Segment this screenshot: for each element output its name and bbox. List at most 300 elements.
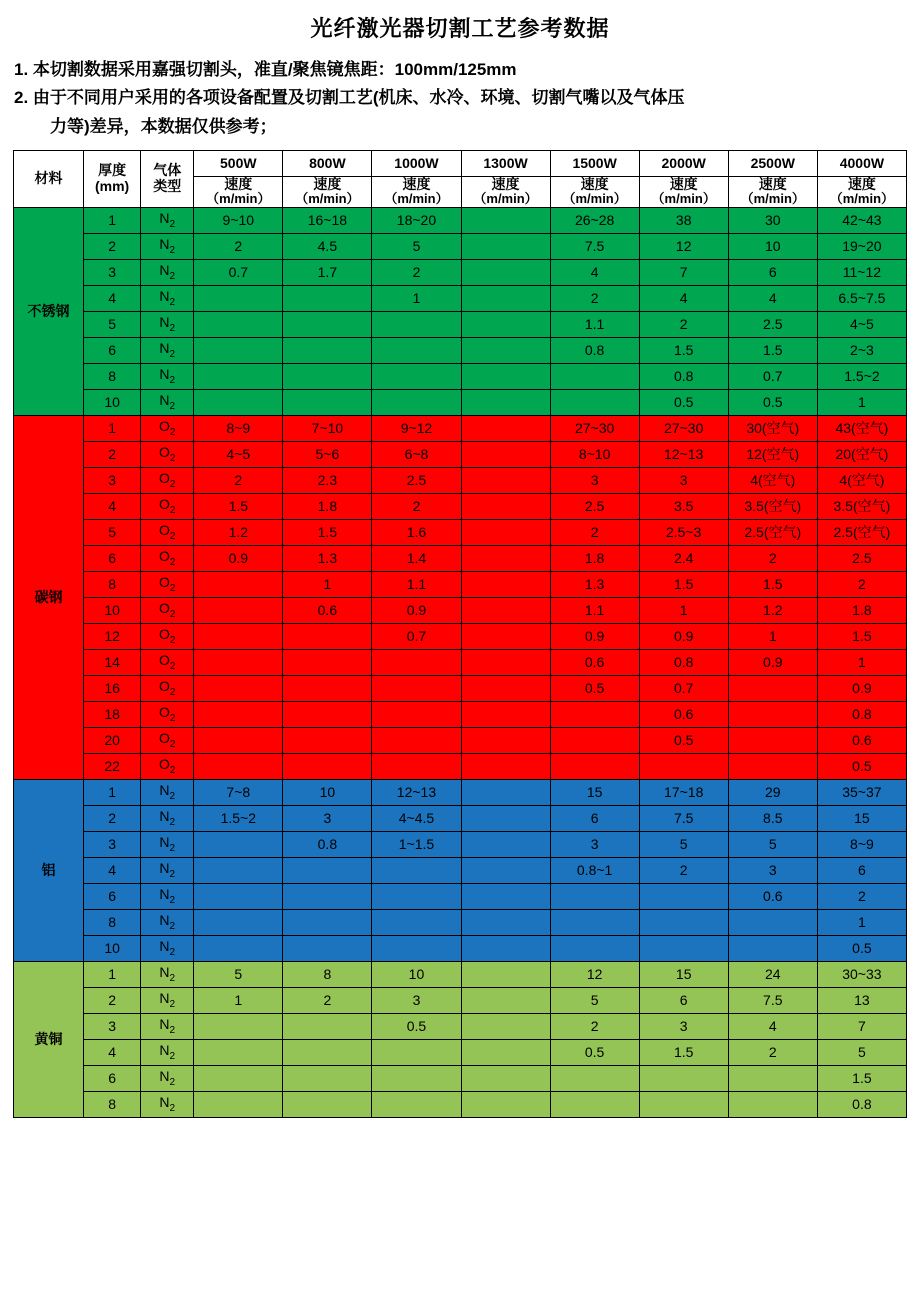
speed-cell (461, 441, 550, 467)
notes-block (0, 57, 920, 140)
gas-cell: $O_2$ (141, 415, 194, 441)
speed-cell (461, 1065, 550, 1091)
header-thickness-line2: (mm) (95, 177, 130, 194)
speed-cell: 30 (728, 207, 817, 233)
speed-cell: 2 (550, 519, 639, 545)
table-row (14, 623, 907, 649)
header-power-4000w: 4000W (817, 151, 906, 177)
header-power-2500w: 2500W (728, 151, 817, 177)
speed-cell (283, 285, 372, 311)
header-gas (141, 151, 194, 208)
speed-cell (283, 311, 372, 337)
gas-cell: $O_2$ (141, 545, 194, 571)
speed-cell (194, 1065, 283, 1091)
gas-cell: $N_2$ (141, 389, 194, 415)
speed-cell (461, 519, 550, 545)
speed-cell (461, 987, 550, 1013)
speed-cell: 1.5 (639, 571, 728, 597)
speed-label: 速度 (580, 176, 609, 193)
speed-cell: 4 (550, 259, 639, 285)
table-row (14, 259, 907, 285)
gas-cell: $O_2$ (141, 493, 194, 519)
speed-cell: 15 (639, 961, 728, 987)
document-page (0, 12, 920, 1312)
thickness-cell: 4 (83, 857, 140, 883)
speed-cell: 2~3 (817, 337, 906, 363)
table-row (14, 753, 907, 779)
speed-cell (194, 1091, 283, 1117)
speed-cell: 30~33 (817, 961, 906, 987)
speed-cell: 10 (728, 233, 817, 259)
speed-cell (461, 805, 550, 831)
gas-cell: $N_2$ (141, 363, 194, 389)
speed-cell: 30(空气) (728, 415, 817, 441)
speed-cell: 1 (817, 909, 906, 935)
speed-cell (194, 389, 283, 415)
speed-cell: 0.5 (817, 935, 906, 961)
speed-cell: 6~8 (372, 441, 461, 467)
note-line-3: 力等)差异，本数据仅供参考； (50, 116, 277, 136)
speed-label: 速度 (669, 176, 698, 193)
speed-cell: 1.8 (550, 545, 639, 571)
gas-cell: $N_2$ (141, 805, 194, 831)
speed-cell: 2 (372, 493, 461, 519)
thickness-cell: 14 (83, 649, 140, 675)
speed-cell: 0.5 (372, 1013, 461, 1039)
speed-cell: 9~10 (194, 207, 283, 233)
gas-cell: $O_2$ (141, 441, 194, 467)
speed-cell (461, 623, 550, 649)
speed-cell (372, 1091, 461, 1117)
speed-cell (461, 675, 550, 701)
speed-cell: 0.6 (639, 701, 728, 727)
material-cell: 不锈钢 (14, 207, 84, 415)
speed-cell (461, 311, 550, 337)
speed-cell (639, 909, 728, 935)
speed-unit: （m/min） (206, 191, 271, 207)
speed-cell (461, 961, 550, 987)
speed-cell (283, 623, 372, 649)
speed-cell: 12(空气) (728, 441, 817, 467)
speed-cell: 12~13 (639, 441, 728, 467)
thickness-cell: 4 (83, 1039, 140, 1065)
speed-cell: 7~8 (194, 779, 283, 805)
speed-cell (194, 753, 283, 779)
speed-cell: 1.5 (194, 493, 283, 519)
speed-cell: 0.7 (639, 675, 728, 701)
speed-cell (461, 701, 550, 727)
speed-cell: 0.9 (639, 623, 728, 649)
speed-cell: 1.1 (550, 597, 639, 623)
speed-label: 速度 (758, 176, 787, 193)
speed-cell (283, 649, 372, 675)
speed-unit: （m/min） (473, 191, 538, 207)
speed-unit: （m/min） (651, 191, 716, 207)
header-gas-line2: 类型 (153, 177, 182, 194)
speed-cell (550, 753, 639, 779)
thickness-cell: 5 (83, 311, 140, 337)
gas-cell: $O_2$ (141, 597, 194, 623)
table-row (14, 337, 907, 363)
header-speed-800w (283, 177, 372, 208)
gas-cell: $O_2$ (141, 623, 194, 649)
speed-cell (372, 727, 461, 753)
speed-cell: 7 (817, 1013, 906, 1039)
speed-cell (372, 1065, 461, 1091)
header-row-power (14, 151, 907, 177)
speed-cell (194, 831, 283, 857)
speed-cell (194, 1039, 283, 1065)
speed-cell: 1.3 (283, 545, 372, 571)
speed-cell (639, 935, 728, 961)
speed-cell (461, 233, 550, 259)
speed-cell: 9~12 (372, 415, 461, 441)
speed-cell: 42~43 (817, 207, 906, 233)
gas-cell: $N_2$ (141, 857, 194, 883)
speed-cell: 0.6 (283, 597, 372, 623)
speed-cell: 2 (550, 1013, 639, 1039)
thickness-cell: 10 (83, 597, 140, 623)
speed-cell: 0.5 (639, 389, 728, 415)
speed-cell: 0.7 (728, 363, 817, 389)
speed-cell: 3 (550, 467, 639, 493)
speed-cell (283, 883, 372, 909)
header-power-1300w: 1300W (461, 151, 550, 177)
speed-cell: 1.5 (728, 571, 817, 597)
speed-cell (461, 207, 550, 233)
speed-cell (283, 1039, 372, 1065)
speed-cell: 1 (639, 597, 728, 623)
table-row (14, 441, 907, 467)
header-power-800w: 800W (283, 151, 372, 177)
gas-cell: $N_2$ (141, 311, 194, 337)
speed-cell (372, 649, 461, 675)
speed-cell: 2.4 (639, 545, 728, 571)
speed-cell: 1 (194, 987, 283, 1013)
table-row (14, 1091, 907, 1117)
speed-unit: （m/min） (384, 191, 449, 207)
speed-cell (194, 597, 283, 623)
speed-cell (550, 1065, 639, 1091)
speed-cell (194, 909, 283, 935)
table-row (14, 467, 907, 493)
speed-cell: 1.2 (728, 597, 817, 623)
speed-cell (283, 701, 372, 727)
speed-cell: 8~9 (194, 415, 283, 441)
speed-cell (372, 675, 461, 701)
speed-cell (461, 857, 550, 883)
thickness-cell: 1 (83, 415, 140, 441)
table-row (14, 987, 907, 1013)
speed-cell (194, 363, 283, 389)
speed-cell: 0.9 (194, 545, 283, 571)
header-gas-line1: 气体 (153, 162, 182, 179)
thickness-cell: 10 (83, 935, 140, 961)
speed-cell: 2 (817, 883, 906, 909)
speed-cell (194, 935, 283, 961)
speed-cell: 1.7 (283, 259, 372, 285)
speed-cell: 1.5 (639, 1039, 728, 1065)
speed-label: 速度 (491, 176, 520, 193)
speed-cell: 1 (728, 623, 817, 649)
speed-cell: 4~5 (817, 311, 906, 337)
speed-cell (461, 779, 550, 805)
speed-cell: 7.5 (550, 233, 639, 259)
speed-cell: 3 (639, 467, 728, 493)
speed-cell: 10 (283, 779, 372, 805)
speed-cell (550, 727, 639, 753)
thickness-cell: 3 (83, 831, 140, 857)
speed-cell (283, 1013, 372, 1039)
speed-cell: 2 (194, 467, 283, 493)
table-row (14, 831, 907, 857)
gas-cell: $N_2$ (141, 259, 194, 285)
speed-cell (372, 389, 461, 415)
speed-cell (372, 337, 461, 363)
table-row (14, 727, 907, 753)
thickness-cell: 3 (83, 467, 140, 493)
speed-cell: 5 (817, 1039, 906, 1065)
thickness-cell: 6 (83, 1065, 140, 1091)
thickness-cell: 3 (83, 1013, 140, 1039)
speed-cell (372, 1039, 461, 1065)
header-speed-1000w (372, 177, 461, 208)
table-row (14, 779, 907, 805)
gas-cell: $N_2$ (141, 1039, 194, 1065)
speed-cell (283, 363, 372, 389)
speed-cell (372, 909, 461, 935)
speed-cell (461, 545, 550, 571)
speed-cell (550, 701, 639, 727)
speed-cell: 0.6 (817, 727, 906, 753)
speed-cell: 1 (283, 571, 372, 597)
speed-cell: 2 (194, 233, 283, 259)
speed-cell: 2 (550, 285, 639, 311)
speed-cell: 4(空气) (728, 467, 817, 493)
speed-cell (461, 727, 550, 753)
speed-cell: 5 (550, 987, 639, 1013)
speed-cell (728, 909, 817, 935)
speed-cell: 16~18 (283, 207, 372, 233)
gas-cell: $N_2$ (141, 233, 194, 259)
speed-cell: 0.5 (550, 675, 639, 701)
header-speed-1300w (461, 177, 550, 208)
speed-cell: 13 (817, 987, 906, 1013)
speed-cell: 3 (372, 987, 461, 1013)
speed-cell: 18~20 (372, 207, 461, 233)
speed-cell: 0.8 (817, 701, 906, 727)
speed-cell (461, 389, 550, 415)
speed-cell: 1.1 (372, 571, 461, 597)
speed-cell: 10 (372, 961, 461, 987)
header-thickness-line1: 厚度 (98, 162, 127, 179)
speed-cell: 1~1.5 (372, 831, 461, 857)
speed-cell: 7~10 (283, 415, 372, 441)
speed-cell: 1.2 (194, 519, 283, 545)
thickness-cell: 8 (83, 571, 140, 597)
speed-cell: 20(空气) (817, 441, 906, 467)
speed-cell (461, 467, 550, 493)
speed-cell: 1 (372, 285, 461, 311)
speed-cell (194, 857, 283, 883)
speed-cell: 4.5 (283, 233, 372, 259)
gas-cell: $N_2$ (141, 961, 194, 987)
speed-cell (461, 649, 550, 675)
speed-cell: 2.5(空气) (817, 519, 906, 545)
gas-cell: $N_2$ (141, 909, 194, 935)
table-row (14, 493, 907, 519)
speed-cell (728, 1091, 817, 1117)
speed-cell: 4~4.5 (372, 805, 461, 831)
speed-cell (283, 753, 372, 779)
speed-cell: 1.4 (372, 545, 461, 571)
speed-cell: 1.5 (283, 519, 372, 545)
speed-cell: 6.5~7.5 (817, 285, 906, 311)
speed-cell: 3.5 (639, 493, 728, 519)
speed-cell (283, 675, 372, 701)
gas-cell: $N_2$ (141, 1091, 194, 1117)
speed-label: 速度 (402, 176, 431, 193)
speed-cell (461, 597, 550, 623)
speed-cell (194, 1013, 283, 1039)
speed-cell: 2 (283, 987, 372, 1013)
thickness-cell: 2 (83, 233, 140, 259)
speed-cell (461, 1013, 550, 1039)
speed-cell (728, 1065, 817, 1091)
speed-cell: 4 (728, 1013, 817, 1039)
thickness-cell: 20 (83, 727, 140, 753)
table-row (14, 805, 907, 831)
thickness-cell: 4 (83, 493, 140, 519)
speed-unit: （m/min） (740, 191, 805, 207)
header-speed-2500w (728, 177, 817, 208)
speed-cell: 43(空气) (817, 415, 906, 441)
speed-cell: 7.5 (639, 805, 728, 831)
speed-cell: 5~6 (283, 441, 372, 467)
speed-cell (283, 909, 372, 935)
speed-cell: 3 (283, 805, 372, 831)
thickness-cell: 1 (83, 779, 140, 805)
table-row (14, 597, 907, 623)
speed-cell: 4(空气) (817, 467, 906, 493)
speed-label: 速度 (224, 176, 253, 193)
speed-cell: 3 (639, 1013, 728, 1039)
speed-cell: 5 (728, 831, 817, 857)
speed-unit: （m/min） (295, 191, 360, 207)
speed-cell (728, 675, 817, 701)
speed-cell: 1.5~2 (194, 805, 283, 831)
header-speed-500w (194, 177, 283, 208)
speed-cell (461, 883, 550, 909)
table-row (14, 701, 907, 727)
thickness-cell: 8 (83, 363, 140, 389)
speed-cell: 2 (728, 1039, 817, 1065)
table-row (14, 909, 907, 935)
speed-cell (550, 389, 639, 415)
speed-cell: 26~28 (550, 207, 639, 233)
speed-cell (461, 493, 550, 519)
speed-cell (283, 857, 372, 883)
gas-cell: $O_2$ (141, 467, 194, 493)
gas-cell: $O_2$ (141, 727, 194, 753)
speed-cell (461, 363, 550, 389)
speed-cell (372, 883, 461, 909)
speed-cell: 3.5(空气) (728, 493, 817, 519)
thickness-cell: 2 (83, 441, 140, 467)
header-power-1000w: 1000W (372, 151, 461, 177)
table-row (14, 285, 907, 311)
speed-cell (372, 363, 461, 389)
thickness-cell: 6 (83, 545, 140, 571)
speed-cell: 2 (372, 259, 461, 285)
speed-cell (194, 285, 283, 311)
speed-cell: 8~10 (550, 441, 639, 467)
speed-cell: 2.5 (550, 493, 639, 519)
speed-cell: 29 (728, 779, 817, 805)
speed-cell: 6 (550, 805, 639, 831)
speed-cell: 1 (817, 649, 906, 675)
gas-cell: $N_2$ (141, 207, 194, 233)
table-row (14, 1013, 907, 1039)
thickness-cell: 1 (83, 961, 140, 987)
table-row (14, 311, 907, 337)
speed-cell (728, 753, 817, 779)
thickness-cell: 16 (83, 675, 140, 701)
speed-cell (283, 337, 372, 363)
table-row (14, 1039, 907, 1065)
speed-cell: 3 (728, 857, 817, 883)
table-row (14, 883, 907, 909)
gas-cell: $O_2$ (141, 701, 194, 727)
speed-cell: 8.5 (728, 805, 817, 831)
speed-cell: 19~20 (817, 233, 906, 259)
speed-cell (283, 935, 372, 961)
speed-cell: 12~13 (372, 779, 461, 805)
gas-cell: $O_2$ (141, 571, 194, 597)
speed-cell (194, 675, 283, 701)
speed-cell: 2 (817, 571, 906, 597)
material-cell: 碳钢 (14, 415, 84, 779)
table-row (14, 675, 907, 701)
speed-cell: 1.1 (550, 311, 639, 337)
table-header (14, 151, 907, 208)
speed-cell: 7.5 (728, 987, 817, 1013)
table-body (14, 207, 907, 1117)
speed-cell: 1.3 (550, 571, 639, 597)
speed-cell: 0.8 (639, 649, 728, 675)
speed-label: 速度 (313, 176, 342, 193)
thickness-cell: 8 (83, 909, 140, 935)
speed-cell: 3 (550, 831, 639, 857)
speed-cell (372, 857, 461, 883)
speed-cell: 0.9 (728, 649, 817, 675)
speed-cell (550, 883, 639, 909)
speed-cell (372, 935, 461, 961)
speed-cell: 1.5 (817, 623, 906, 649)
speed-cell (194, 701, 283, 727)
gas-cell: $N_2$ (141, 1065, 194, 1091)
speed-cell: 6 (639, 987, 728, 1013)
speed-cell: 2.5 (372, 467, 461, 493)
table-row (14, 233, 907, 259)
table-row (14, 545, 907, 571)
speed-cell: 0.5 (550, 1039, 639, 1065)
speed-cell (283, 1065, 372, 1091)
thickness-cell: 10 (83, 389, 140, 415)
speed-cell (639, 883, 728, 909)
speed-cell: 6 (817, 857, 906, 883)
speed-cell: 15 (817, 805, 906, 831)
